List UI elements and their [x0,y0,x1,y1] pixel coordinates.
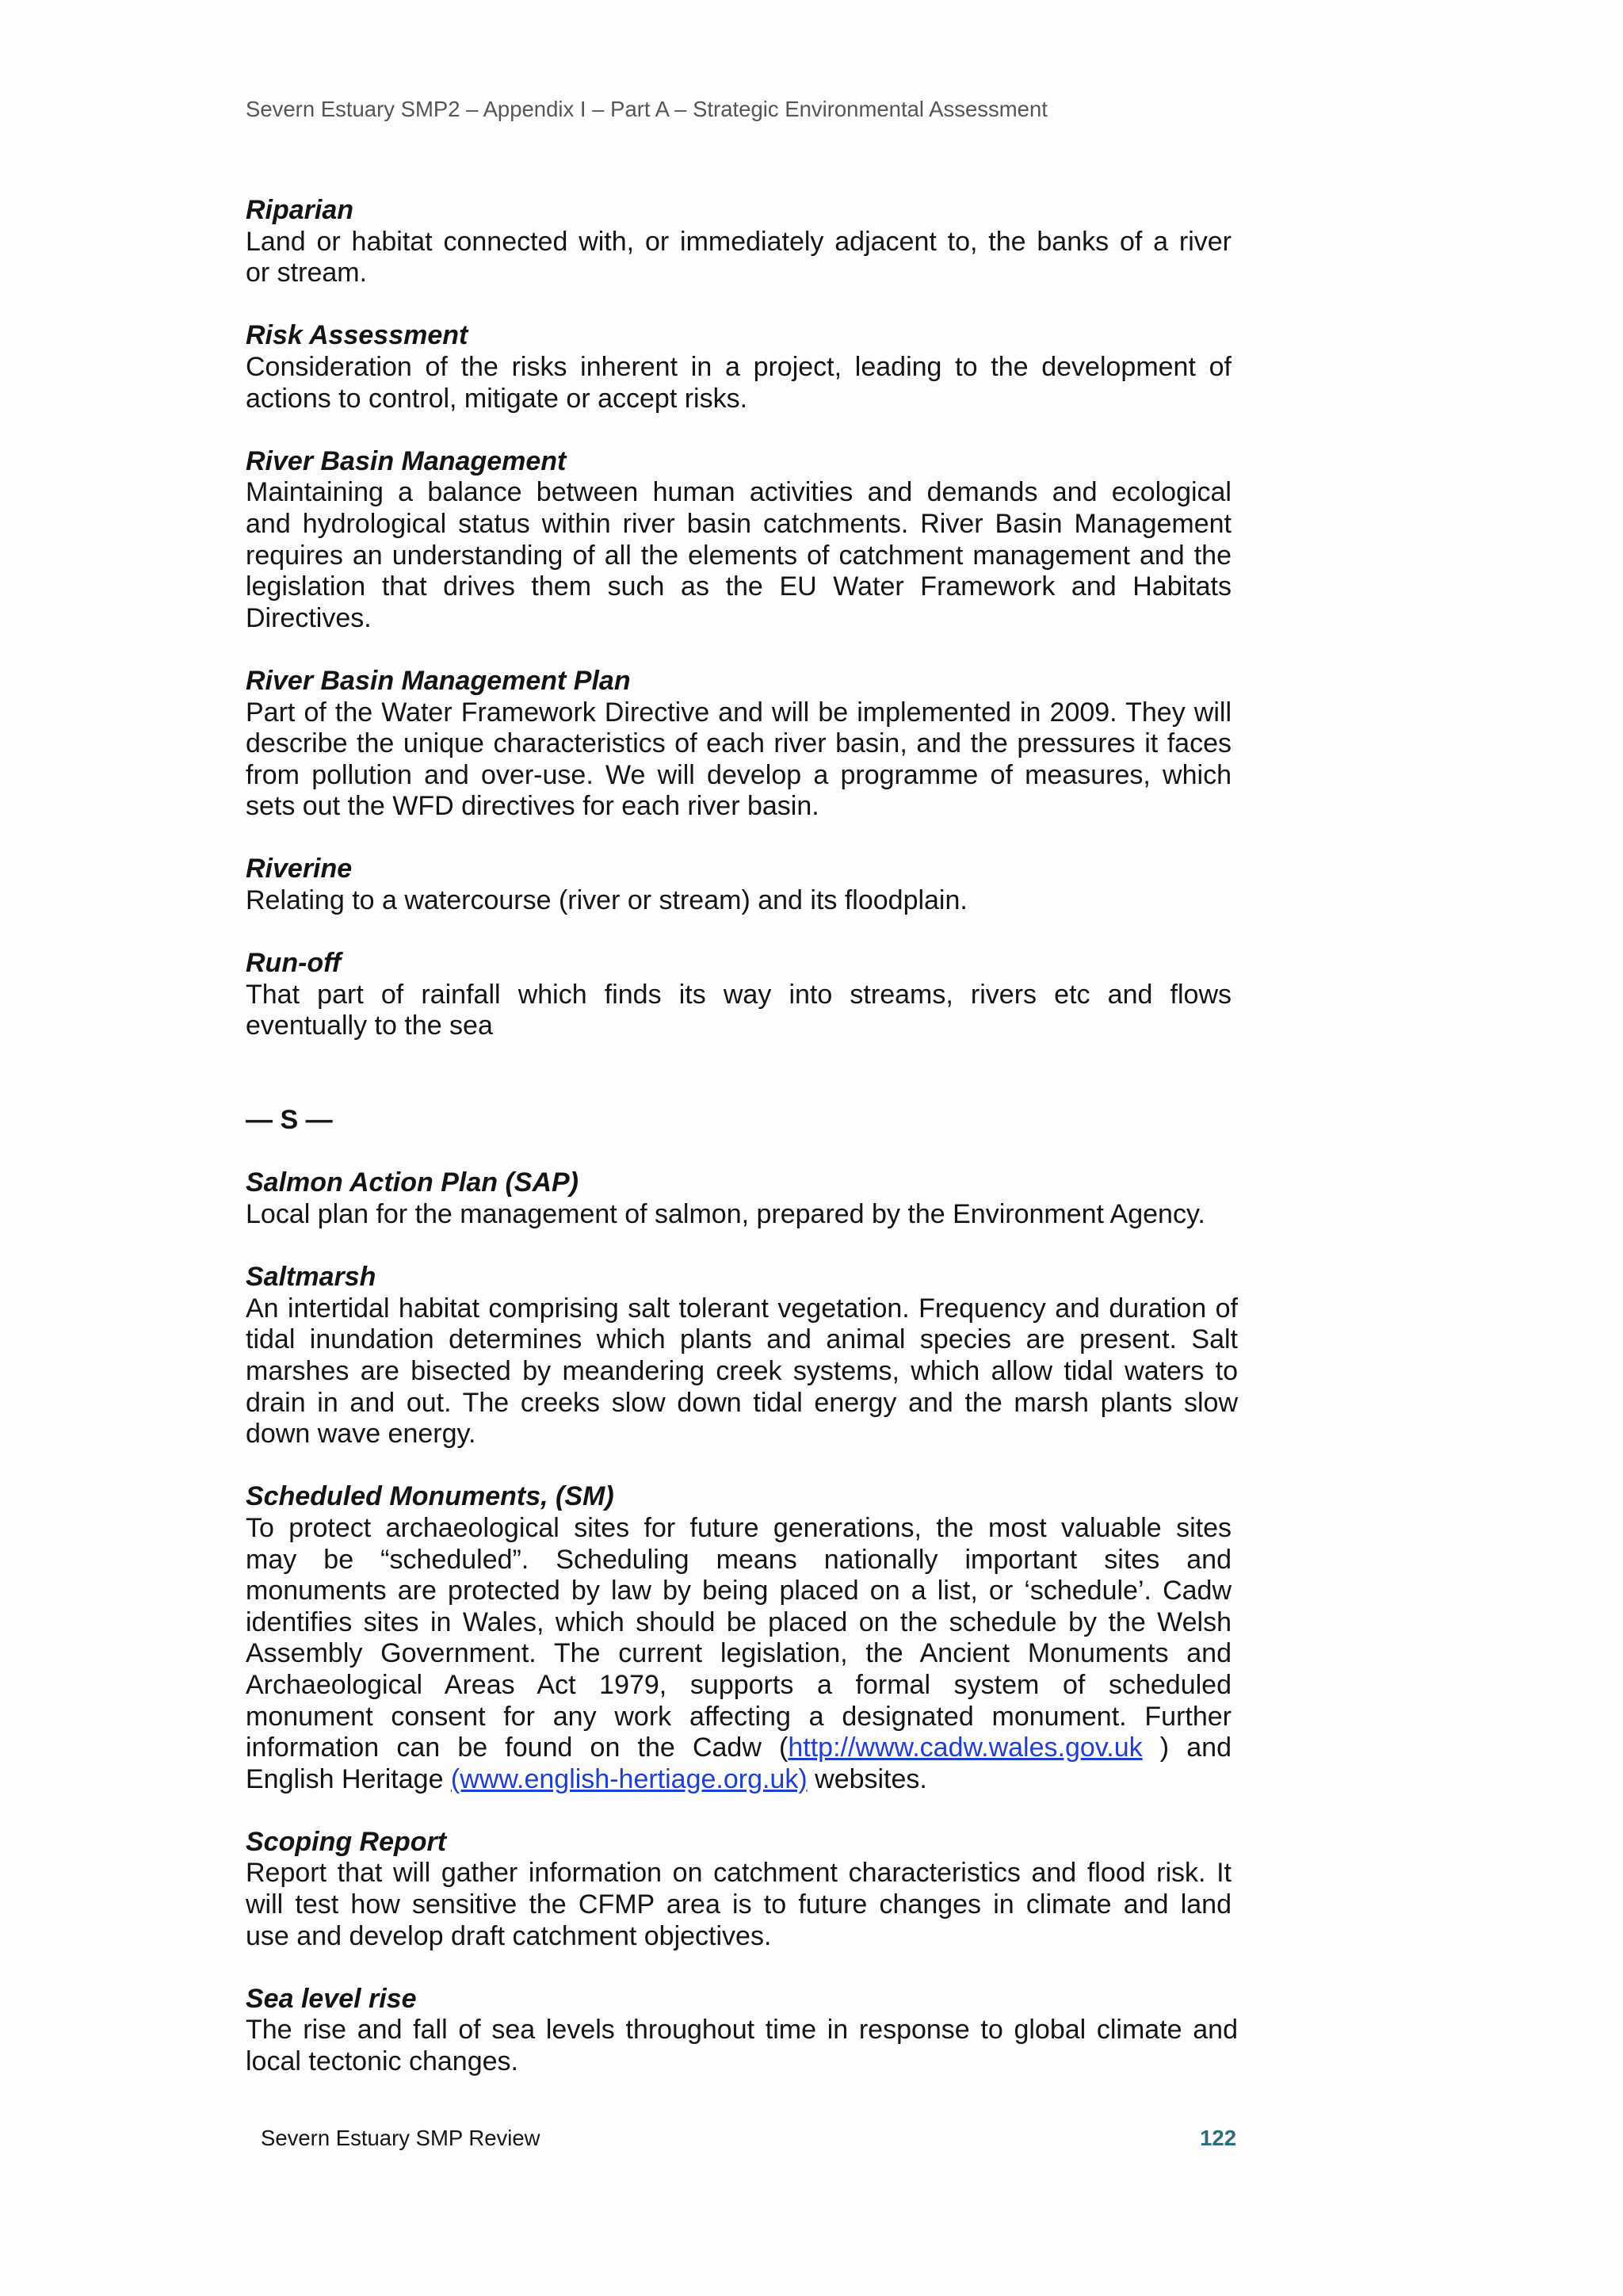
footer-document-title: Severn Estuary SMP Review [261,2126,540,2150]
glossary-term: Sea level rise [246,1983,417,2014]
definition-line: The rise and fall of sea levels throughout time in response to global climate and [246,2015,1238,2046]
definition-line: To protect archaeological sites for future generations, the most valuable sites [246,1512,1232,1543]
definition-line: sets out the WFD directives for each river basin. [246,791,819,822]
glossary-term: River Basin Management Plan [246,665,631,696]
definition-line: eventually to the sea [246,1010,493,1041]
line-text: ) and [1142,1733,1232,1763]
glossary-term: Risk Assessment [246,320,468,351]
definition-line: Maintaining a balance between human activities and demands and ecological [246,477,1232,508]
definition-line: use and develop draft catchment objectives. [246,1920,772,1951]
section-divider-s: — S — [246,1105,333,1136]
glossary-term: Salmon Action Plan (SAP) [246,1167,579,1198]
definition-line: describe the unique characteristics of each river basin, and the pressures it faces [246,728,1232,759]
glossary-term: Riverine [246,854,353,884]
glossary-entry-saltmarsh [246,1262,1238,1450]
glossary-entry-run-off [246,948,1232,1042]
running-header-title: Severn Estuary SMP2 – Appendix I – Part A – Strategic Environmental Assessment [246,97,1048,121]
definition-line: may be “scheduled”. Scheduling means nationally important sites and [246,1544,1232,1575]
glossary-term: Run-off [246,948,342,979]
glossary-entry-salmon-action-plan [246,1167,1232,1230]
definition-line-with-link [246,1764,1232,1796]
definition-line: Archaeological Areas Act 1979, supports a formal system of scheduled [246,1669,1232,1700]
definition-line-with-link [246,1733,1232,1764]
glossary-entry-scheduled-monuments [246,1481,1232,1795]
definition-line: or stream. [246,258,368,288]
definition-line: down wave energy. [246,1419,476,1450]
definition-line: drain in and out. The creeks slow down tidal energy and the marsh plants slow [246,1387,1238,1418]
glossary-term: Saltmarsh [246,1262,376,1293]
cadw-website-link[interactable]: http://www.cadw.wales.gov.uk [788,1733,1143,1763]
definition-line: Part of the Water Framework Directive and will be implemented in 2009. They will [246,697,1232,728]
definition-line: actions to control, mitigate or accept risks. [246,383,748,414]
glossary-entry-sea-level-rise [246,1984,1238,2078]
definition-line: requires an understanding of all the elements of catchment management and the [246,540,1232,571]
definition-line: identifies sites in Wales, which should be placed on the schedule by the Welsh [246,1606,1232,1637]
definition-line: monuments are protected by law by being placed on a list, or ‘schedule’. Cadw [246,1576,1232,1606]
line-text: English Heritage [246,1763,451,1794]
glossary-entry-scoping-report [246,1827,1232,1952]
line-text: websites. [807,1763,927,1794]
definition-line: legislation that drives them such as the EU Water Framework and Habitats [246,571,1232,602]
glossary-term: Riparian [246,195,354,225]
definition-line: will test how sensitive the CFMP area is to future changes in climate and land [246,1889,1232,1920]
glossary-entry-river-basin-management-plan [246,666,1232,823]
definition-line: An intertidal habitat comprising salt tolerant vegetation. Frequency and duration of [246,1293,1238,1324]
definition-line: Relating to a watercourse (river or stream) and its floodplain. [246,885,968,916]
line-text: information can be found on the Cadw ( [246,1733,789,1763]
definition-line: monument consent for any work affecting a designated monument. Further [246,1701,1232,1732]
definition-line: Assembly Government. The current legislation, the Ancient Monuments and [246,1638,1232,1669]
glossary-entry-riparian [246,195,1232,289]
definition-line: from pollution and over-use. We will develop a programme of measures, which [246,759,1232,790]
definition-line: Land or habitat connected with, or immediately adjacent to, the banks of a river [246,226,1232,257]
definition-line: local tectonic changes. [246,2046,518,2077]
glossary-entry-risk-assessment [246,320,1232,415]
definition-line: That part of rainfall which finds its way into streams, rivers etc and flows [246,979,1232,1010]
definition-line: Directives. [246,602,372,633]
definition-line: marshes are bisected by meandering creek systems, which allow tidal waters to [246,1355,1238,1386]
definition-line: Local plan for the management of salmon, prepared by the Environment Agency. [246,1199,1205,1229]
glossary-term: Scoping Report [246,1826,447,1857]
definition-line: Consideration of the risks inherent in a project, leading to the development of [246,351,1232,382]
page-number: 122 [1200,2126,1236,2150]
glossary-term: Scheduled Monuments, (SM) [246,1481,614,1512]
definition-line: Report that will gather information on catchment characteristics and flood risk. It [246,1858,1232,1889]
glossary-term: River Basin Management [246,445,567,476]
english-heritage-website-link[interactable]: (www.english-hertiage.org.uk) [450,1763,808,1794]
glossary-entry-riverine [246,854,1232,916]
definition-line: tidal inundation determines which plants and animal species are present. Salt [246,1324,1238,1355]
definition-line: and hydrological status within river basin catchments. River Basin Management [246,508,1232,539]
glossary-entry-river-basin-management [246,446,1232,635]
glossary-body [246,195,1238,2078]
